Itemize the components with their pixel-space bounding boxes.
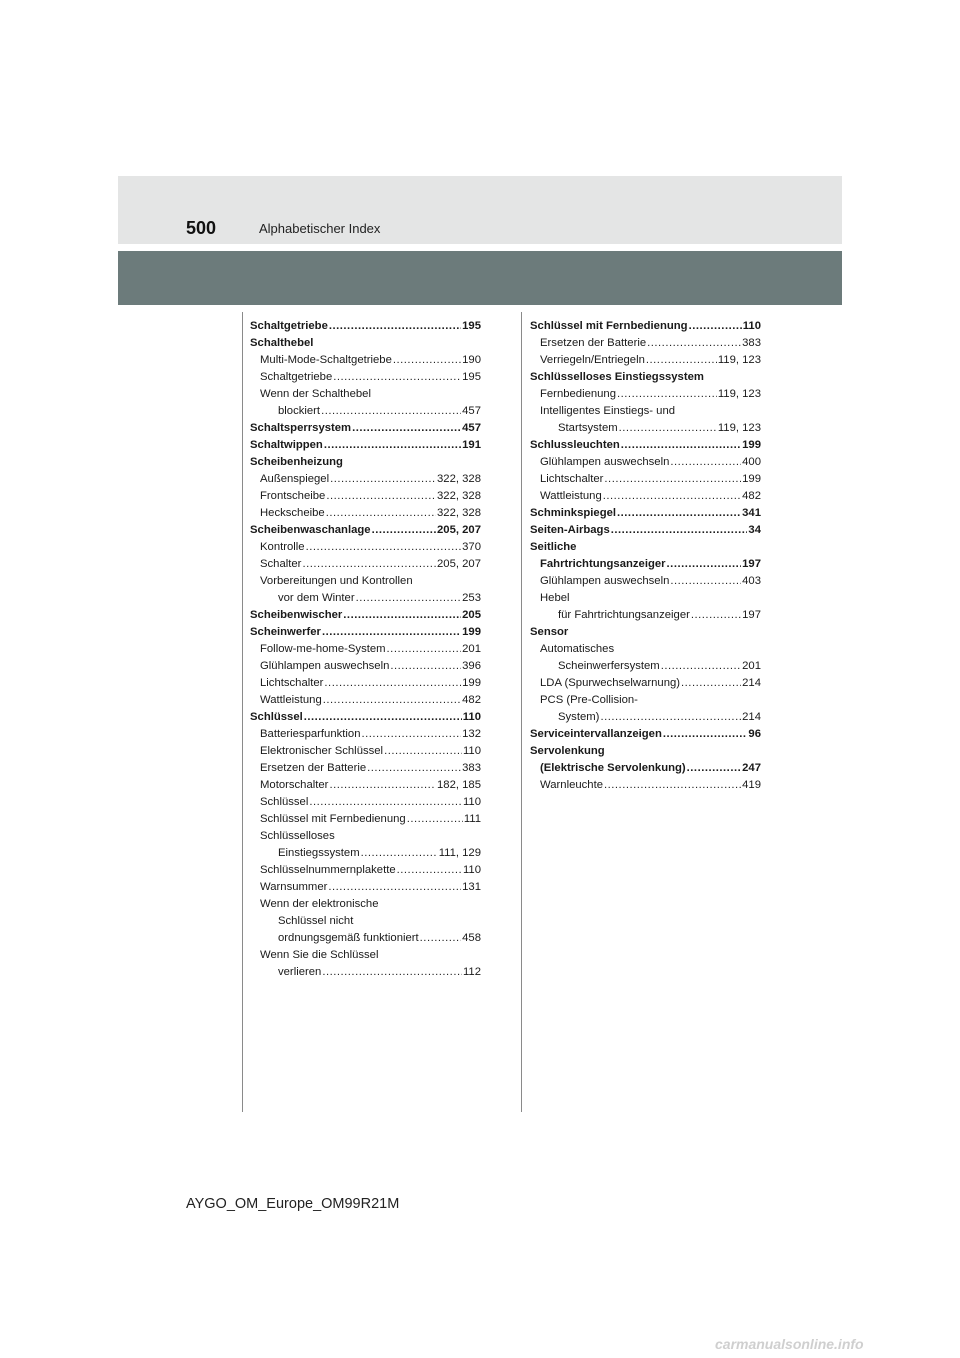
index-entry-term: Außenspiegel [260,473,330,485]
index-entry-term: Frontscheibe [260,490,326,502]
index-entry-page: 195 [462,320,481,332]
index-entry-page: 131 [462,881,481,893]
page-number: 500 [186,218,217,238]
leader-dots [326,505,436,522]
index-entry-term: Heckscheibe [260,507,325,519]
leader-dots [681,675,741,692]
leader-dots [661,658,741,675]
leader-dots [600,709,741,726]
index-entry [250,505,481,522]
index-entry-page: 182, 185 [437,779,481,791]
index-entry-term: Scheibenwaschanlage [250,524,371,536]
leader-dots [603,488,741,505]
index-column-left [250,318,481,981]
index-entry-term: Schlüssel mit Fernbedienung [530,320,688,332]
index-entry-term: Automatisches [540,643,615,655]
leader-dots [604,777,741,794]
index-entry [250,352,481,369]
index-entry [250,607,481,624]
index-entry [530,488,761,505]
leader-dots [617,386,717,403]
leader-dots [352,420,461,437]
index-entry [530,573,761,590]
index-entry [530,590,761,607]
leader-dots [617,505,741,522]
index-entry-term: Warnleuchte [540,779,603,791]
index-entry-term: Schalthebel [250,337,314,349]
leader-dots [420,930,461,947]
index-entry-term: Scheibenwischer [250,609,343,621]
index-entry [250,386,481,403]
leader-dots [304,709,462,726]
index-entry-term: Glühlampen auswechseln [540,456,670,468]
index-entry-term: Kontrolle [260,541,305,553]
index-entry-page: 457 [462,422,481,434]
index-entry-term: Scheinwerfer [250,626,321,638]
index-entry [250,590,481,607]
index-entry-term: Glühlampen auswechseln [260,660,390,672]
index-entry [530,505,761,522]
leader-dots [687,760,741,777]
index-entry-page: 96 [748,728,761,740]
index-entry-term: Schaltwippen [250,439,323,451]
index-entry-page: 383 [742,337,761,349]
index-entry [250,777,481,794]
index-entry [530,777,761,794]
index-entry-page: 199 [742,473,761,485]
leader-dots [407,811,463,828]
index-entry-page: 205, 207 [437,524,481,536]
index-entry-page: 457 [462,405,481,417]
index-entry-page: 458 [462,932,481,944]
index-entry [530,692,761,709]
index-entry-page: 205 [462,609,481,621]
index-entry [250,488,481,505]
index-entry-term: Ersetzen der Batterie [260,762,367,774]
leader-dots [361,726,461,743]
leader-dots [361,845,438,862]
index-entry [530,760,761,777]
index-entry [250,437,481,454]
index-entry-page: 341 [742,507,761,519]
index-entry [530,403,761,420]
index-entry [530,709,761,726]
index-entry [250,743,481,760]
index-entry [530,556,761,573]
index-entry-term: Lichtschalter [540,473,604,485]
index-entry [250,794,481,811]
leader-dots [322,624,461,641]
index-entry [250,964,481,981]
index-entry-term: PCS (Pre-Collision- [540,694,638,706]
index-entry-term: Scheibenheizung [250,456,343,468]
footer-doc-id: AYGO_OM_Europe_OM99R21M [186,1196,400,1212]
leader-dots [390,658,461,675]
index-entry-page: 253 [462,592,481,604]
index-entry [530,726,761,743]
index-entry-term: Elektronischer Schlüssel [260,745,384,757]
index-entry [250,369,481,386]
index-entry-term: Fahrtrichtungsanzeiger [540,558,666,570]
leader-dots [387,641,462,658]
index-entry-page: 201 [462,643,481,655]
index-entry [250,709,481,726]
index-entry-term: Seitliche [530,541,577,553]
index-entry-page: 197 [742,558,761,570]
index-entry-term: blockiert [278,405,321,417]
index-entry-page: 191 [462,439,481,451]
leader-dots [321,403,461,420]
index-entry [530,386,761,403]
index-entry-page: 400 [742,456,761,468]
index-entry-page: 132 [462,728,481,740]
index-entry [250,675,481,692]
index-entry-page: 214 [742,711,761,723]
index-entry [250,556,481,573]
index-entry-page: 403 [742,575,761,587]
leader-dots [302,556,436,573]
index-entry [250,641,481,658]
index-entry-page: 482 [742,490,761,502]
index-entry-page: 322, 328 [437,507,481,519]
index-entry-page: 205, 207 [437,558,481,570]
index-entry-term: Motorschalter [260,779,329,791]
index-entry-page: 419 [742,779,761,791]
index-entry [530,471,761,488]
leader-dots [691,607,741,624]
index-entry-page: 110 [742,320,761,332]
index-entry [530,624,761,641]
index-entry-page: 482 [462,694,481,706]
leader-dots [611,522,748,539]
leader-dots [333,369,461,386]
leader-dots [324,675,461,692]
index-entry-page: 110 [462,864,481,876]
index-entry-term: ordnungsgemäß funktioniert [278,932,419,944]
index-entry [250,539,481,556]
index-entry [250,403,481,420]
leader-dots [689,318,742,335]
header-band [118,176,842,244]
index-entry [250,828,481,845]
index-entry-term: Wenn Sie die Schlüssel [260,949,379,961]
index-entry-term: Ersetzen der Batterie [540,337,647,349]
index-entry [250,471,481,488]
index-entry [530,743,761,760]
index-entry-term: verlieren [278,966,322,978]
index-entry-term: (Elektrische Servolenkung) [540,762,686,774]
index-entry-page: 110 [462,745,481,757]
index-entry [250,896,481,913]
index-entry-term: Schaltsperrsystem [250,422,352,434]
index-entry-term: Wattleistung [540,490,602,502]
index-entry-page: 34 [748,524,761,536]
index-entry-term: Verriegeln/Entriegeln [540,354,645,366]
index-entry-term: Servolenkung [530,745,605,757]
index-entry-term: Schlüssel nicht [278,915,354,927]
index-entry-term: Schlüsselloses [260,830,335,842]
index-entry [250,454,481,471]
leader-dots [372,522,436,539]
index-entry-term: Vorbereitungen und Kontrollen [260,575,413,587]
leader-dots [397,862,462,879]
index-entry-page: 110 [462,711,481,723]
index-entry-page: 322, 328 [437,490,481,502]
index-entry-page: 199 [462,677,481,689]
index-entry [530,420,761,437]
index-entry-term: Wenn der elektronische [260,898,379,910]
index-entry-term: Fernbedienung [540,388,617,400]
leader-dots [667,556,742,573]
index-entry [530,539,761,556]
index-entry [530,607,761,624]
index-entry-page: 383 [462,762,481,774]
index-entry-page: 322, 328 [437,473,481,485]
leader-dots [621,437,741,454]
leader-dots [647,335,741,352]
index-entry-page: 199 [742,439,761,451]
leader-dots [330,471,436,488]
leader-dots [646,352,717,369]
leader-dots [393,352,461,369]
leader-dots [329,777,436,794]
index-entry-term: Schlüssel [260,796,309,808]
leader-dots [384,743,462,760]
index-entry-term: Glühlampen auswechseln [540,575,670,587]
index-entry-term: Scheinwerfersystem [558,660,660,672]
index-entry-page: 119, 123 [717,388,761,400]
index-entry [530,675,761,692]
index-entry [250,692,481,709]
watermark: carmanualsonline.info [715,1336,864,1352]
leader-dots [309,794,462,811]
leader-dots [324,437,461,454]
index-entry-term: Schlussleuchten [530,439,620,451]
index-entry-page: 112 [462,966,481,978]
index-entry-term: LDA (Spurwechselwarnung) [540,677,681,689]
index-entry [250,879,481,896]
index-entry-page: 110 [462,796,481,808]
index-column-right [530,318,761,794]
section-title: Alphabetischer Index [259,221,381,236]
index-entry [530,352,761,369]
index-entry-term: Follow-me-home-System [260,643,386,655]
index-entry [250,624,481,641]
leader-dots [306,539,462,556]
leader-dots [604,471,741,488]
index-entry-term: Schlüsselloses Einstiegssystem [530,371,704,383]
index-entry [250,913,481,930]
leader-dots [367,760,461,777]
index-entry-page: 197 [742,609,761,621]
index-entry [530,335,761,352]
index-entry-page: 396 [462,660,481,672]
leader-dots [356,590,462,607]
index-entry-term: Sensor [530,626,569,638]
leader-dots [329,318,461,335]
index-entry [530,318,761,335]
index-entry [530,641,761,658]
index-entry-term: vor dem Winter [278,592,355,604]
index-entry-term: Einstiegssystem [278,847,360,859]
index-entry-term: Schlüsselnummernplakette [260,864,396,876]
index-entry-term: Warnsummer [260,881,328,893]
leader-dots [326,488,436,505]
index-entry [250,318,481,335]
index-entry-page: 199 [462,626,481,638]
leader-dots [619,420,717,437]
index-entry-term: Seiten-Airbags [530,524,610,536]
index-entry-term: Schlüssel [250,711,303,723]
leader-dots [663,726,748,743]
index-entry-page: 190 [462,354,481,366]
index-entry-term: für Fahrtrichtungsanzeiger [558,609,690,621]
index-entry-page: 119, 123 [717,422,761,434]
index-entry-term: Schminkspiegel [530,507,617,519]
index-entry-term: Wattleistung [260,694,322,706]
index-entry-term: Multi-Mode-Schaltgetriebe [260,354,392,366]
index-entry [250,658,481,675]
index-entry-page: 370 [462,541,481,553]
index-entry [250,420,481,437]
index-entry-term: Schaltgetriebe [260,371,333,383]
index-entry-page: 201 [742,660,761,672]
index-entry-term: Lichtschalter [260,677,324,689]
column-divider-middle [521,312,522,1112]
index-entry [250,522,481,539]
section-band [118,251,842,305]
leader-dots [670,573,741,590]
index-entry-term: Schalter [260,558,302,570]
leader-dots [323,692,461,709]
index-entry-term: Schlüssel mit Fernbedienung [260,813,406,825]
index-entry [250,947,481,964]
index-entry [250,335,481,352]
index-entry [530,369,761,386]
index-entry [250,811,481,828]
index-entry [530,454,761,471]
index-entry-term: Schaltgetriebe [250,320,328,332]
leader-dots [343,607,461,624]
column-divider-left [242,312,243,1112]
index-entry [530,658,761,675]
index-entry-term: Startsystem [558,422,618,434]
index-entry-page: 119, 123 [717,354,761,366]
index-entry [250,573,481,590]
index-entry [530,437,761,454]
index-entry [250,726,481,743]
index-entry [250,930,481,947]
index-entry [250,845,481,862]
index-entry-term: Wenn der Schalthebel [260,388,371,400]
index-entry-term: System) [558,711,600,723]
index-entry-page: 111 [463,813,481,825]
leader-dots [670,454,741,471]
leader-dots [328,879,461,896]
leader-dots [322,964,462,981]
index-entry-term: Batteriesparfunktion [260,728,361,740]
index-entry [530,522,761,539]
index-entry-term: Hebel [540,592,570,604]
index-entry-page: 111, 129 [438,847,481,859]
index-entry-term: Serviceintervallanzeigen [530,728,662,740]
index-entry [250,862,481,879]
index-entry-page: 214 [742,677,761,689]
index-entry [250,760,481,777]
index-entry-page: 247 [742,762,761,774]
index-entry-page: 195 [462,371,481,383]
index-entry-term: Intelligentes Einstiegs- und [540,405,676,417]
